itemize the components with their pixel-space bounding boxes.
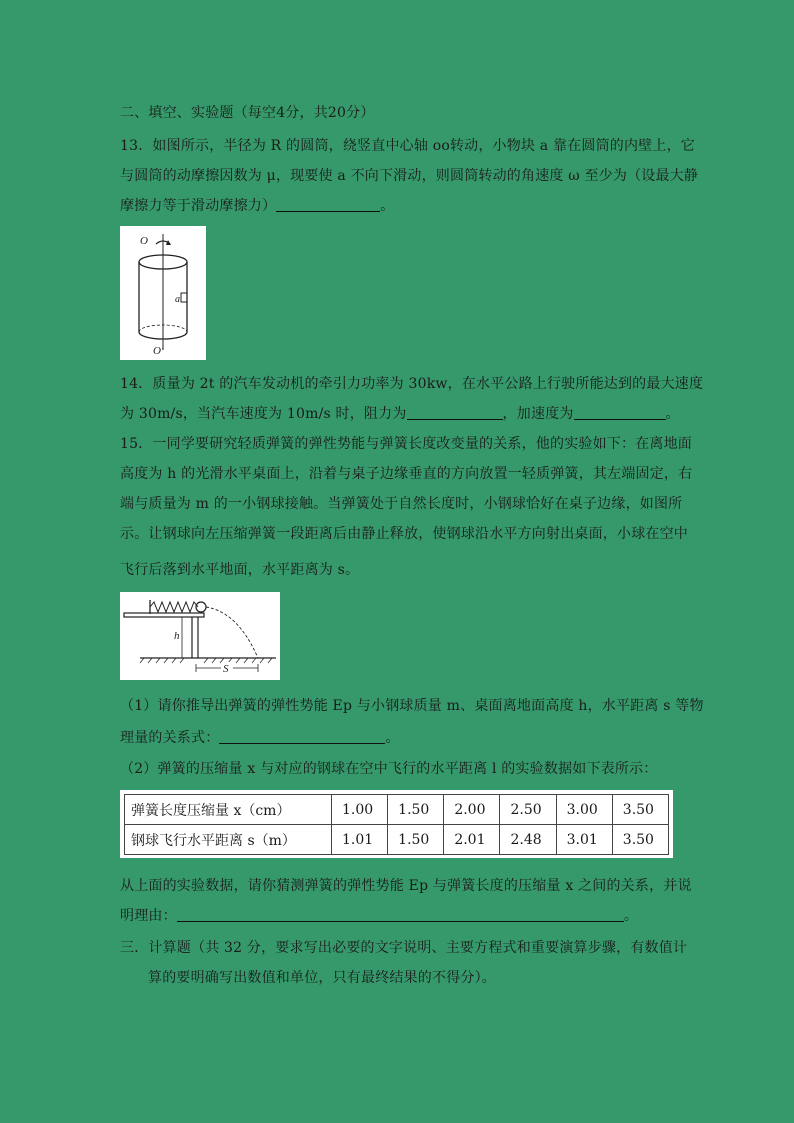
table-row-header-compression: 弹簧长度压缩量 x（cm） — [125, 795, 332, 825]
table-cell: 1.01 — [332, 825, 388, 855]
table-cell: 1.50 — [388, 795, 444, 825]
q14-line-2 — [120, 404, 680, 424]
table-cell: 3.50 — [612, 825, 668, 855]
label-a: a — [175, 294, 180, 305]
q15-line-3: 端与质量为 m 的一小钢球接触。当弹簧处于自然长度时，小钢球恰好在桌子边缘，如图所 — [120, 496, 683, 512]
q15-sub1-line-2 — [120, 728, 400, 748]
q15-after-line-2-text: 明理由： — [120, 908, 177, 924]
q14-acceleration-blank[interactable] — [574, 405, 666, 420]
cylinder-figure — [120, 226, 206, 360]
section-2-title: 二、填空、实验题（每空4分，共20分） — [120, 105, 375, 121]
label-o-bottom: O′ — [153, 345, 164, 357]
q15-after-line-1: 从上面的实验数据，请你猜测弹簧的弹性势能 Ep 与弹簧长度的压缩量 x 之间的关系，并说 — [120, 878, 692, 894]
label-s: S — [223, 663, 229, 675]
q14-line-1: 14．质量为 2t 的汽车发动机的牵引力功率为 30kw，在水平公路上行驶所能达到的最大速度 — [120, 376, 704, 392]
table-row — [125, 795, 669, 825]
table-cell: 2.01 — [444, 825, 500, 855]
q15-line-4: 示。让钢球向左压缩弹簧一段距离后由静止释放，使钢球沿水平方向射出桌面，小球在空中 — [120, 526, 688, 542]
label-o-top: O — [140, 235, 148, 247]
q13-line-2: 与圆筒的动摩擦因数为 μ，现要使 a 不向下滑动，则圆筒转动的角速度 ω 至少为（设最大静 — [120, 168, 699, 184]
q13-line-3 — [120, 196, 394, 216]
q15-sub1-end: 。 — [385, 730, 400, 746]
ball-trajectory — [206, 607, 258, 658]
table-cell: 3.01 — [556, 825, 612, 855]
spring-table-diagram — [120, 592, 280, 680]
label-h: h — [174, 630, 180, 642]
q14-line-2-b: ，加速度为 — [502, 406, 574, 422]
q13-answer-blank[interactable] — [276, 197, 380, 212]
spring-table-figure — [120, 592, 280, 680]
table-row — [125, 825, 669, 855]
section-3-line-2: 算的要明确写出数值和单位，只有最终结果的不得分）。 — [148, 970, 496, 986]
experiment-data-table — [120, 790, 673, 858]
table-cell: 3.50 — [612, 795, 668, 825]
table-row-header-distance: 钢球飞行水平距离 s（m） — [125, 825, 332, 855]
ground-hatching — [140, 658, 272, 663]
small-block-a — [181, 293, 187, 302]
spring — [150, 602, 198, 612]
table-cell: 1.00 — [332, 795, 388, 825]
q14-resistance-blank[interactable] — [407, 405, 503, 420]
section-3-line-1: 三．计算题（共 32 分，要求写出必要的文字说明、主要方程式和重要演算步骤，有数值计 — [120, 940, 688, 956]
q15-sub1-line-2-text: 理量的关系式： — [120, 730, 220, 746]
q15-formula-blank[interactable] — [219, 729, 385, 744]
q14-line-2-a: 为 30m/s，当汽车速度为 10m/s 时，阻力为 — [120, 406, 407, 422]
table-cell: 2.00 — [444, 795, 500, 825]
table-cell: 2.48 — [500, 825, 556, 855]
cylinder-diagram — [120, 226, 206, 360]
q15-line-5: 飞行后落到水平地面，水平距离为 s。 — [120, 562, 360, 578]
q13-line-3-text: 摩擦力等于滑动摩擦力） — [120, 198, 277, 214]
q13-line-1: 13．如图所示，半径为 R 的圆筒，绕竖直中心轴 oo转动，小物块 a 靠在圆筒的内壁上，它 — [120, 138, 696, 154]
q15-after-end: 。 — [623, 908, 639, 924]
q13-line-3-end: 。 — [380, 198, 395, 214]
q15-line-1: 15．一同学要研究轻质弹簧的弹性势能与弹簧长度改变量的关系，他的实验如下：在离地面 — [120, 436, 693, 452]
q15-sub2-line-1: （2）弹簧的压缩量 x 与对应的钢球在空中飞行的水平距离 l 的实验数据如下表所示： — [120, 761, 658, 777]
q15-sub1-line-1: （1）请你推导出弹簧的弹性势能 Ep 与小钢球质量 m、桌面离地面高度 h，水平距离 s 等物 — [120, 698, 704, 714]
q15-line-2: 高度为 h 的光滑水平桌面上，沿着与桌子边缘垂直的方向放置一轻质弹簧，其左端固定，右 — [120, 466, 693, 482]
data-table-grid — [124, 794, 669, 855]
table-top — [124, 613, 204, 617]
table-cell: 2.50 — [500, 795, 556, 825]
q14-line-2-end: 。 — [665, 406, 680, 422]
table-cell: 1.50 — [388, 825, 444, 855]
table-cell: 3.00 — [556, 795, 612, 825]
q15-after-line-2 — [120, 906, 638, 926]
q15-reason-blank[interactable] — [177, 907, 624, 922]
